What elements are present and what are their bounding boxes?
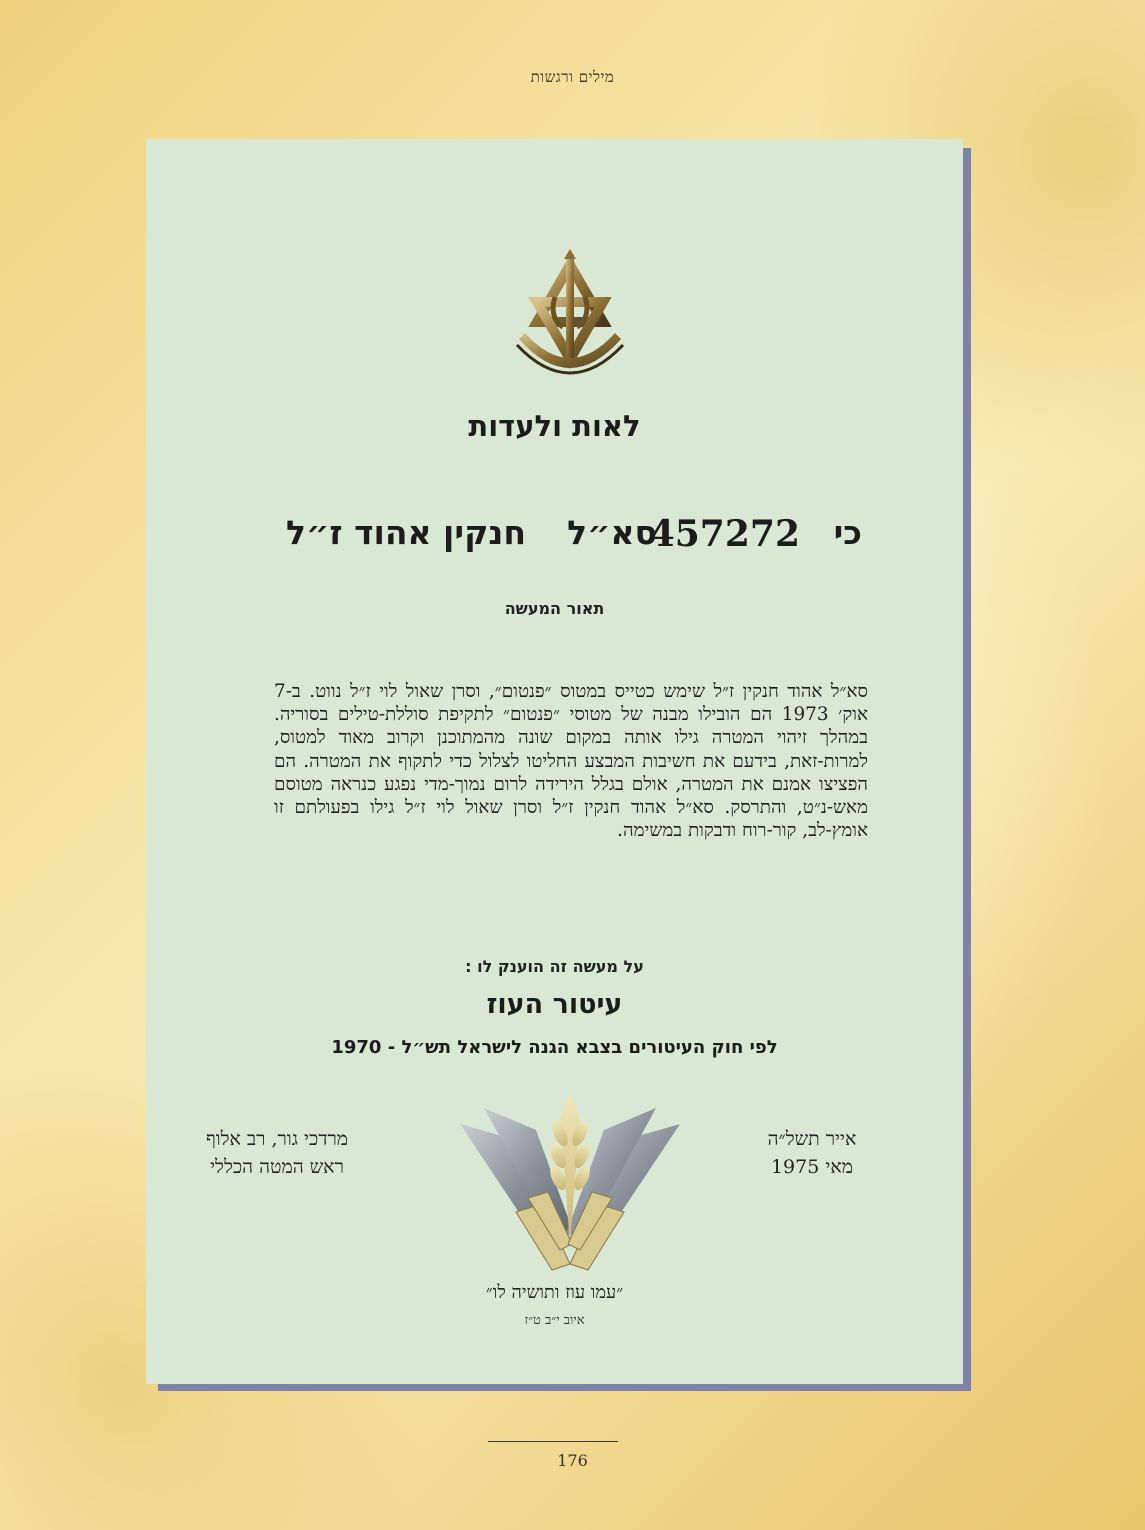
gregorian-date: מאי 1975 <box>770 1156 854 1178</box>
recipient-prefix: כי <box>833 513 862 552</box>
signatory-title: ראש המטה הכללי <box>210 1156 344 1178</box>
deed-description: סא״ל אהוד חנקין ז״ל שימש כטייס במטוס ״פנטום״, וסרן שאול לוי ז״ל נווט. ב-7 אוק׳ 1973 הם הובילו מבנה של מטוסי ״פנטום״ לתקיפת סוללת-טילים בסוריה. במהלך זיהוי המטרה גילו אותה במקום שונה מהמתוכנן וקרוב מאוד למטוס, למרות-זאת, בידעם את חשיבות המבצע החליטו לצלול כדי לתקוף את המטרה. הם הפציצו אמנם את המטרה, אולם בגלל הירידה לרום נמוך-מדי נפגע כנראה מטוסם מאש-נ״ט, והתרסק. סא״ל אהוד חנקין ז״ל וסרן שאול לוי ז״ל גילו בפעולתם זו אומץ-לב, קור-רוח ודבקות במשימה. <box>274 681 869 842</box>
idf-emblem-icon <box>511 247 629 387</box>
page-number: 176 <box>557 1451 588 1470</box>
quote: ״עמו עוז ותושיה לו״ <box>485 1282 624 1303</box>
signature-block <box>182 1125 372 1181</box>
recipient-name <box>286 513 526 552</box>
certificate-title: לאות ולעדות <box>468 409 641 443</box>
recipient-suffix: ז״ל <box>286 513 343 552</box>
certificate-sheet <box>146 139 963 1384</box>
section-heading: תאור המעשה <box>504 599 605 618</box>
running-head: מילים ורגשות <box>530 68 615 86</box>
award-law: לפי חוק העיטורים בצבא הגנה לישראל תש״ל - 1970 <box>331 1037 778 1058</box>
date-block <box>737 1125 887 1181</box>
page-number-rule <box>488 1441 618 1442</box>
recipient-full-name: חנקין אהוד <box>354 513 526 552</box>
quote-source: איוב י״ב ט״ז <box>524 1313 585 1328</box>
recipient-rank: סא״ל <box>567 513 657 552</box>
signatory-name: מרדכי גור, רב אלוף <box>205 1128 349 1150</box>
hebrew-date: אייר תשל״ה <box>767 1128 857 1150</box>
recipient-line <box>282 513 862 563</box>
oz-medal-emblem-icon <box>456 1094 684 1272</box>
service-number: 457272 <box>649 513 800 555</box>
award-intro: על מעשה זה הוענק לו : <box>465 957 644 976</box>
award-name: עיטור העוז <box>486 989 623 1020</box>
